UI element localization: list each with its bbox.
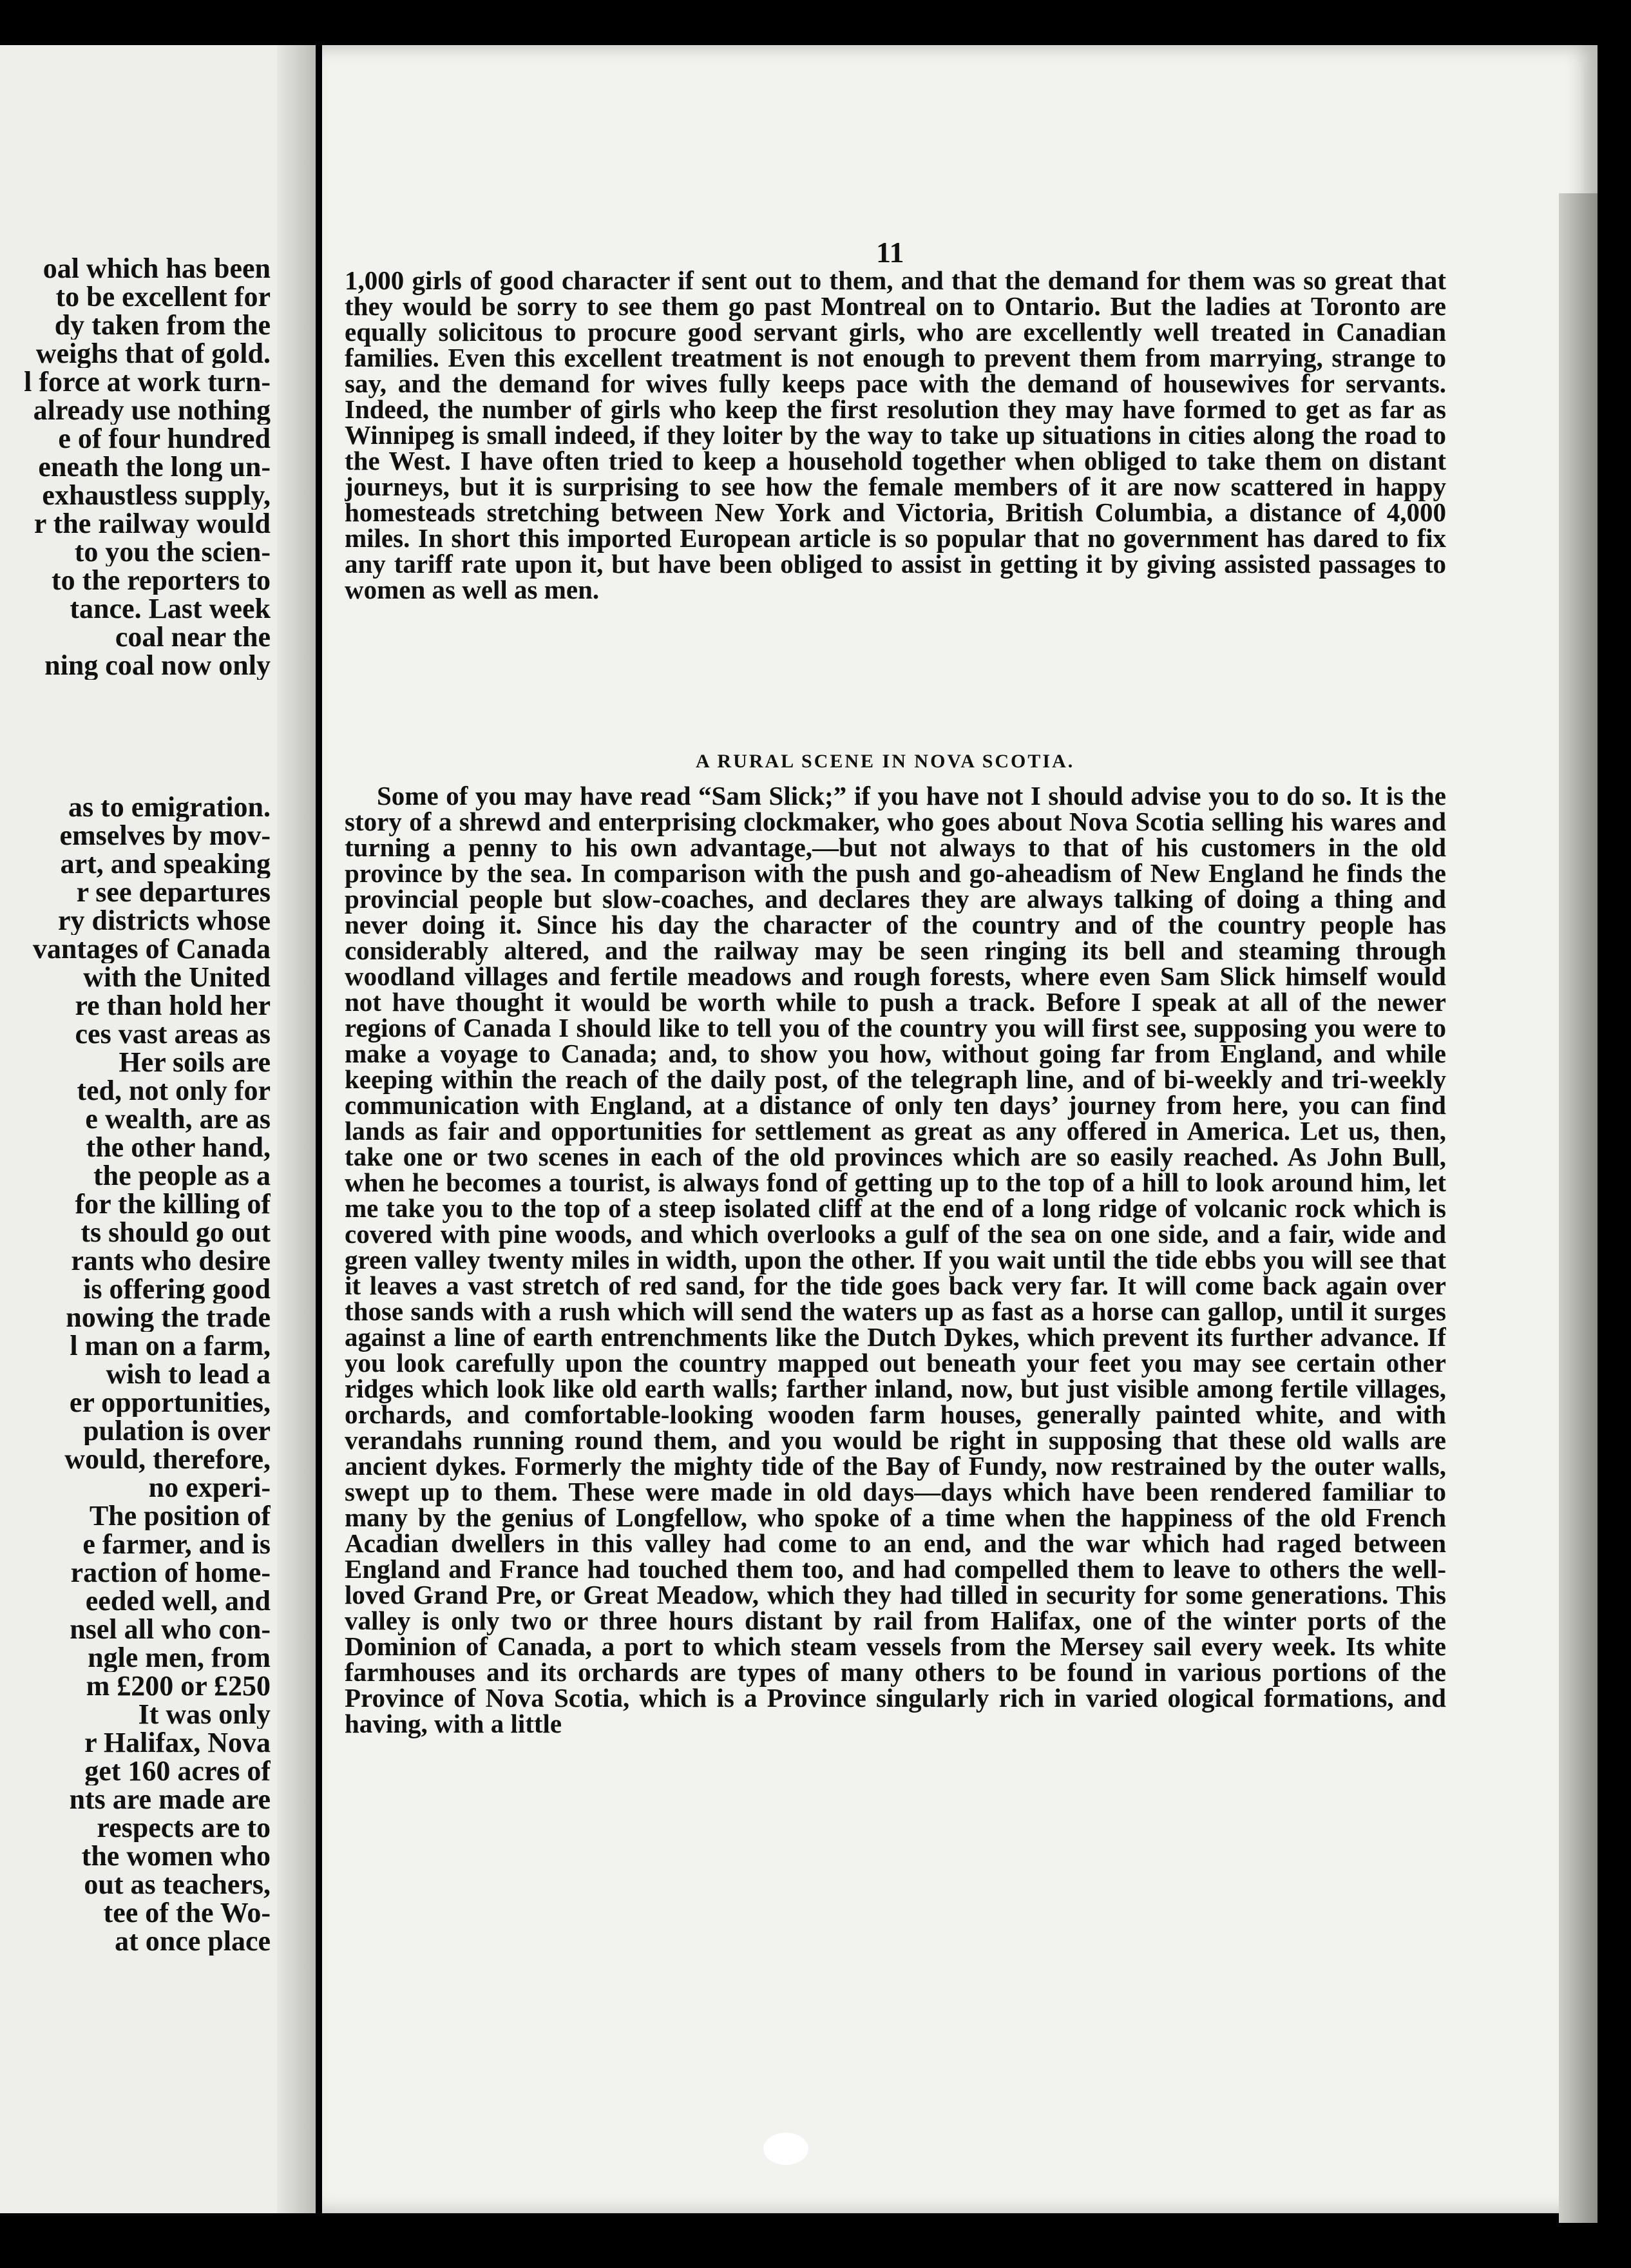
- left-page-line: pulation is over: [83, 1417, 271, 1445]
- left-page-line: [0, 765, 271, 793]
- left-page-line: ces vast areas as: [75, 1020, 271, 1048]
- left-page-line: wish to lead a: [106, 1360, 271, 1389]
- left-page-line: e wealth, are as: [85, 1105, 271, 1133]
- paragraph-two: [345, 783, 1446, 2168]
- left-page-line: r see departures: [76, 878, 271, 907]
- left-page-gutter: [277, 45, 316, 2213]
- left-page-line: nts are made are: [69, 1785, 271, 1814]
- left-page-line: nsel all who con-: [70, 1615, 271, 1644]
- paragraph-one: [345, 267, 1446, 706]
- left-page-line: to be excellent for: [55, 283, 271, 311]
- left-page-line: r Halifax, Nova: [84, 1729, 271, 1757]
- left-page-line: r the railway would: [33, 510, 271, 538]
- left-page-line: respects are to: [97, 1814, 271, 1842]
- left-page-line: already use nothing: [33, 396, 271, 425]
- left-page-line: [0, 708, 271, 736]
- left-page-line: er opportunities,: [69, 1389, 271, 1417]
- left-page-line: coal near the: [115, 623, 271, 651]
- left-page-line: l force at work turn-: [24, 368, 271, 396]
- left-page-line: dy taken from the: [54, 311, 271, 340]
- left-page-line: rants who desire: [71, 1247, 271, 1275]
- left-page-line: the women who: [81, 1842, 271, 1870]
- left-page-line: ngle men, from: [88, 1644, 271, 1672]
- left-page-line: with the United: [83, 963, 271, 992]
- left-page-line: vantages of Canada: [32, 935, 271, 963]
- paragraph-two-text: Some of you may have read “Sam Slick;” if you have not I should advise you to do so. It is the story of a shrewd and enterprising clockmaker, who goes about Nova Scotia selling his wares and turning a penny to his own advantage,—but not always to that of his customers in the old province by the sea. In comparison with the push and go-aheadism of New England he finds the provincial people but slow-coaches, and declares they are always talking of doing a thing and never doing it. Since his day the character of the country and of the country people has considerably altered, and the railway may be seen ringing its bell and steaming through woodland villages and fertile meadows and rough forests, where even Sam Slick himself would not have thought it would be worth while to push a track. Before I speak at all of the newer regions of Canada I should like to tell you of the country you will first see, supposing you were to make a voyage to Canada; and, to show you how, without going far from England, and while keeping within the reach of the daily post, of the telegraph line, and of bi-weekly and tri-weekly communication with England, at a distance of only ten days’ journey from here, you can find lands as fair and opportunities for settlement as great as any offered in America. Let us, then, take one or two scenes in each of the old provinces which are so easily reached. As John Bull, when he becomes a tourist, is always fond of getting up to the top of a hill to look around him, let me take you to the top of a steep isolated cliff at the end of a long ridge of volcanic rock which is covered with pine woods, and which overlooks a gulf of the sea on one side, and a fair, wide and green valley twenty miles in width, upon the other. If you wait until the tide ebbs you will see that it leaves a vast stretch of red sand, for the tide goes back very far. It will come back again over those sands with a rush which will send the waters up as fast as a horse can gallop, until it surges against a line of earth entrenchments like the Dutch Dykes, which prevent its further advance. If you look carefully upon the country mapped out beneath your feet you may see certain other ridges which look like old earth walls; farther inland, now, but just visible among fertile villages, orchards, and comfortable-looking wooden farm houses, generally painted white, and with verandahs running round them, and you would be right in supposing that these old walls are ancient dykes. Formerly the mighty tide of the Bay of Fundy, now restrained by the outer walls, swept up to them. These were made in old days—days which have been rendered familiar to many by the genius of Longfellow, who spoke of a time when the happiness of the old French Acadian dwellers in this valley had come to an end, and the war which had raged between England and France had touched them too, and had compelled them to leave to others the well-loved Grand Pre, or Great Meadow, which they had tilled in security for some generations. This valley is only two or three hours distant by rail from Halifax, one of the winter ports of the Dominion of Canada, a port to which steam vessels from the Mersey sail every week. Its white farmhouses and its orchards are types of many others to be found in various portions of the Province of Nova Scotia, which is a Province singularly rich in varied ological formations, and having, with a little: [345, 783, 1446, 1738]
- left-page-line: eneath the long un-: [38, 453, 271, 481]
- left-page-line: emselves by mov-: [59, 822, 271, 850]
- left-page-line: Her soils are: [119, 1048, 271, 1077]
- left-page-line: get 160 acres of: [84, 1757, 271, 1785]
- left-page-line: out as teachers,: [84, 1870, 271, 1899]
- left-page-line: e of four hundred: [58, 425, 271, 453]
- paragraph-one-text: 1,000 girls of good character if sent out to them, and that the demand for them was so great that they would be sorry to see them go past Montreal on to Ontario. But the ladies at Toronto are equally solicitous to procure good servant girls, who are excellently well treated in Canadian families. Even this excellent treatment is not enough to prevent them from marrying, strange to say, and the demand for wives fully keeps pace with the demand of housewives for servants. Indeed, the number of girls who keep the first resolution they may have formed to get as far as Winnipeg is small indeed, if they loiter by the way to take up situations in cities along the road to the West. I have often tried to keep a household together when obliged to take them on distant journeys, but it is surprising to see how the female members of it are now scattered in happy homesteads stretching between New York and Victoria, British Columbia, a distance of 4,000 miles. In short this imported European article is so popular that no government has dared to fix any tariff rate upon it, but have been obliged to assist in getting it by giving assisted passages to women as well as men.: [345, 267, 1446, 604]
- left-page-line: art, and speaking: [60, 850, 271, 878]
- left-page-line: [0, 736, 271, 765]
- left-page-line: ts should go out: [81, 1218, 271, 1247]
- left-page-line: [0, 680, 271, 708]
- left-page-line: oal which has been: [43, 255, 271, 283]
- left-page-line: ning coal now only: [44, 651, 271, 680]
- left-page-line: e farmer, and is: [82, 1530, 271, 1559]
- left-page-line: at once place: [115, 1927, 271, 1956]
- left-page-line: The position of: [89, 1502, 271, 1530]
- left-page-line: l man on a farm,: [70, 1332, 271, 1360]
- left-page-line: m £200 or £250: [86, 1672, 271, 1700]
- left-page-line: ry districts whose: [58, 907, 271, 935]
- section-heading: A RURAL SCENE IN NOVA SCOTIA.: [696, 751, 1075, 772]
- left-page-line: weighs that of gold.: [35, 340, 271, 368]
- left-page-line: tance. Last week: [70, 595, 271, 623]
- left-page-line: nowing the trade: [66, 1303, 271, 1332]
- left-page-line: to the reporters to: [51, 566, 271, 595]
- left-page-line: as to emigration.: [68, 793, 271, 822]
- ink-blot: [763, 2133, 808, 2165]
- left-page-line: eeded well, and: [85, 1587, 271, 1615]
- left-page-line: raction of home-: [70, 1559, 271, 1587]
- left-page-line: ted, not only for: [77, 1077, 271, 1105]
- left-page-line: is offering good: [83, 1275, 271, 1303]
- left-page-line: tee of the Wo-: [103, 1899, 271, 1927]
- left-page-line: exhaustless supply,: [42, 481, 271, 510]
- page-number: 11: [876, 236, 904, 269]
- left-page-line: the other hand,: [86, 1133, 271, 1162]
- right-page-edge: [1559, 193, 1598, 2223]
- left-page-line: for the killing of: [75, 1190, 271, 1218]
- left-page-line: re than hold her: [75, 992, 271, 1020]
- left-page-line: to you the scien-: [74, 538, 271, 566]
- left-page-text-column: [0, 255, 271, 1956]
- left-page-line: It was only: [138, 1700, 271, 1729]
- left-page-line: would, therefore,: [64, 1445, 271, 1474]
- left-page-line: the people as a: [93, 1162, 271, 1190]
- left-page-line: no experi-: [148, 1474, 271, 1502]
